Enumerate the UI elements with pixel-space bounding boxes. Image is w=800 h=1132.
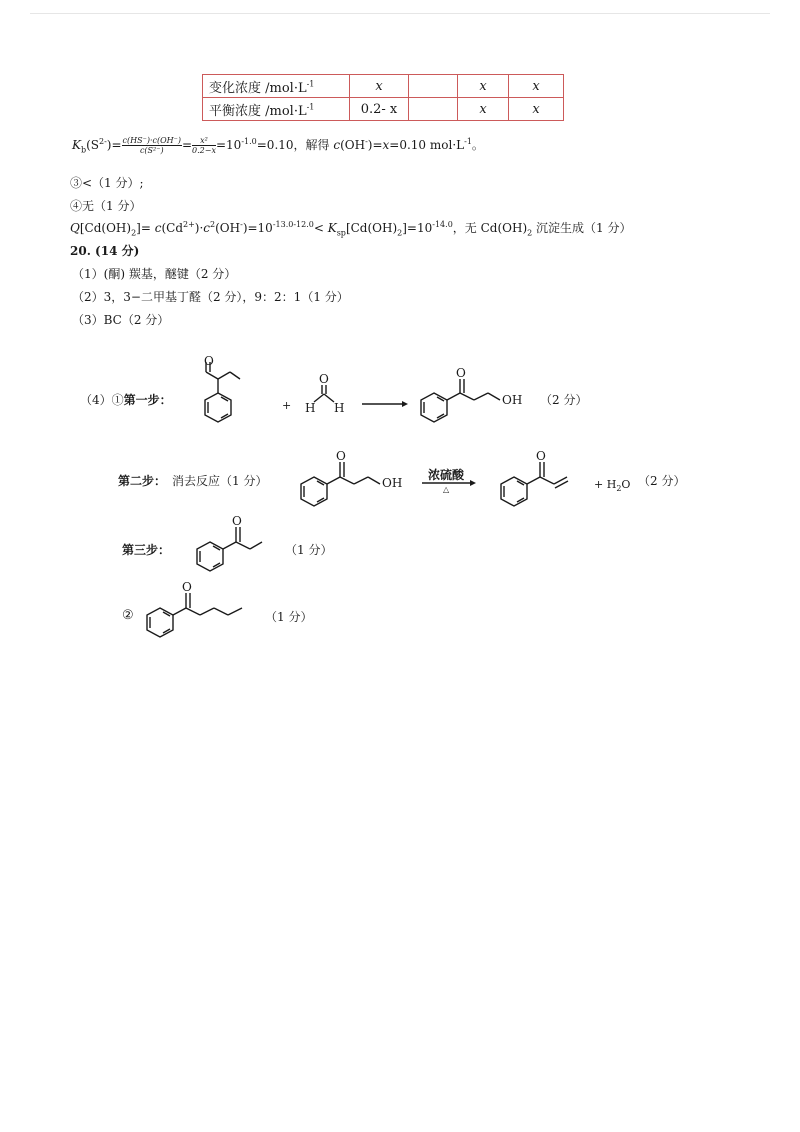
valerophenone-structure bbox=[147, 593, 242, 637]
reagent-label: 浓硫酸 bbox=[428, 468, 465, 482]
table-cell: 0.2- x bbox=[350, 98, 409, 121]
table-cell: x bbox=[350, 75, 409, 98]
water-label: + $H_2O$ bbox=[594, 478, 631, 494]
plus-sign: + bbox=[282, 399, 292, 412]
question-20-heading: 20. (14 分) bbox=[70, 244, 140, 258]
answer-20-3: （3）BC（2 分） bbox=[72, 313, 170, 327]
oxygen-label: O bbox=[336, 449, 346, 463]
hydrogen-label: H bbox=[305, 401, 316, 415]
oxygen-label: O bbox=[204, 354, 214, 368]
oxygen-label: O bbox=[319, 372, 329, 386]
answer-line-4: ④无（1 分） bbox=[70, 199, 142, 213]
table-row-label: 变化浓度 $/mol\cdot L^{-1}$ bbox=[203, 75, 350, 98]
oxygen-label: O bbox=[182, 580, 192, 594]
table-row-label: 平衡浓度 $/mol\cdot L^{-1}$ bbox=[203, 98, 350, 121]
acetophenone-structure bbox=[205, 362, 240, 422]
kb-fraction-1: $\frac{c(HS^-)\cdot c(OH^-)}{\text{c(S²⁻)}}$ bbox=[122, 136, 181, 155]
item2-label: ② bbox=[122, 608, 134, 623]
step2-reaction-type: 消去反应（1 分） bbox=[172, 474, 268, 488]
hydroxyl-label: OH bbox=[502, 393, 523, 407]
vinyl-ketone-structure bbox=[501, 462, 568, 506]
part4-label: （4）①第一步： bbox=[80, 393, 172, 407]
heat-symbol: △ bbox=[443, 485, 450, 494]
propiophenone-structure bbox=[197, 527, 262, 571]
answer-20-1: （1）(酮) 羰基，醚键（2 分） bbox=[72, 267, 237, 281]
step2-reactant-structure bbox=[301, 462, 380, 506]
kb-fraction-2: $\frac{\text{x²}}{0.2-x}$ bbox=[192, 136, 216, 155]
oxygen-label: O bbox=[456, 366, 466, 380]
table-cell: x bbox=[509, 98, 564, 121]
step3-label: 第三步： bbox=[122, 543, 171, 557]
step2-score: （2 分） bbox=[638, 474, 686, 488]
oxygen-label: O bbox=[536, 449, 546, 463]
hydroxy-ketone-structure bbox=[421, 379, 500, 422]
q-equation: $Q[Cd(OH)_2]= c(Cd^{2+})\cdot c^2(OH^-)=10^{-13.0-12.0}< K_{sp}[Cd(OH)_2]=10^{-14.0}$，无 $Cd(OH)_2$ 沉淀生成（1 分） bbox=[70, 220, 632, 238]
kb-equation: $K_b(S^{2-})=$ $\frac{c(HS^-)\cdot c(OH^-)}{\text{c(S²⁻)}}$ = $\frac{\text{x²}}{0.2-x}$ $=10^{-1.0}=0.10$，解得 c(OH-)=x=0.10 $mol\cdot L^{-1}$。 bbox=[72, 136, 484, 155]
formaldehyde-structure bbox=[314, 385, 334, 402]
hydrogen-label: H bbox=[334, 401, 345, 415]
item2-score: （1 分） bbox=[265, 610, 313, 624]
step2-label: 第二步： bbox=[118, 474, 167, 488]
answer-line-3: ③<（1 分）; bbox=[70, 176, 144, 190]
answer-20-2: （2）3，3−二甲基丁醛（2 分），9：2：1（1 分） bbox=[72, 290, 349, 304]
step1-score: （2 分） bbox=[540, 393, 588, 407]
reaction-arrow-1 bbox=[362, 401, 408, 407]
table-cell: x bbox=[509, 75, 564, 98]
step3-score: （1 分） bbox=[285, 543, 333, 557]
hydroxyl-label: OH bbox=[382, 476, 403, 490]
table-cell: x bbox=[458, 75, 509, 98]
table-cell: x bbox=[458, 98, 509, 121]
oxygen-label: O bbox=[232, 514, 242, 528]
